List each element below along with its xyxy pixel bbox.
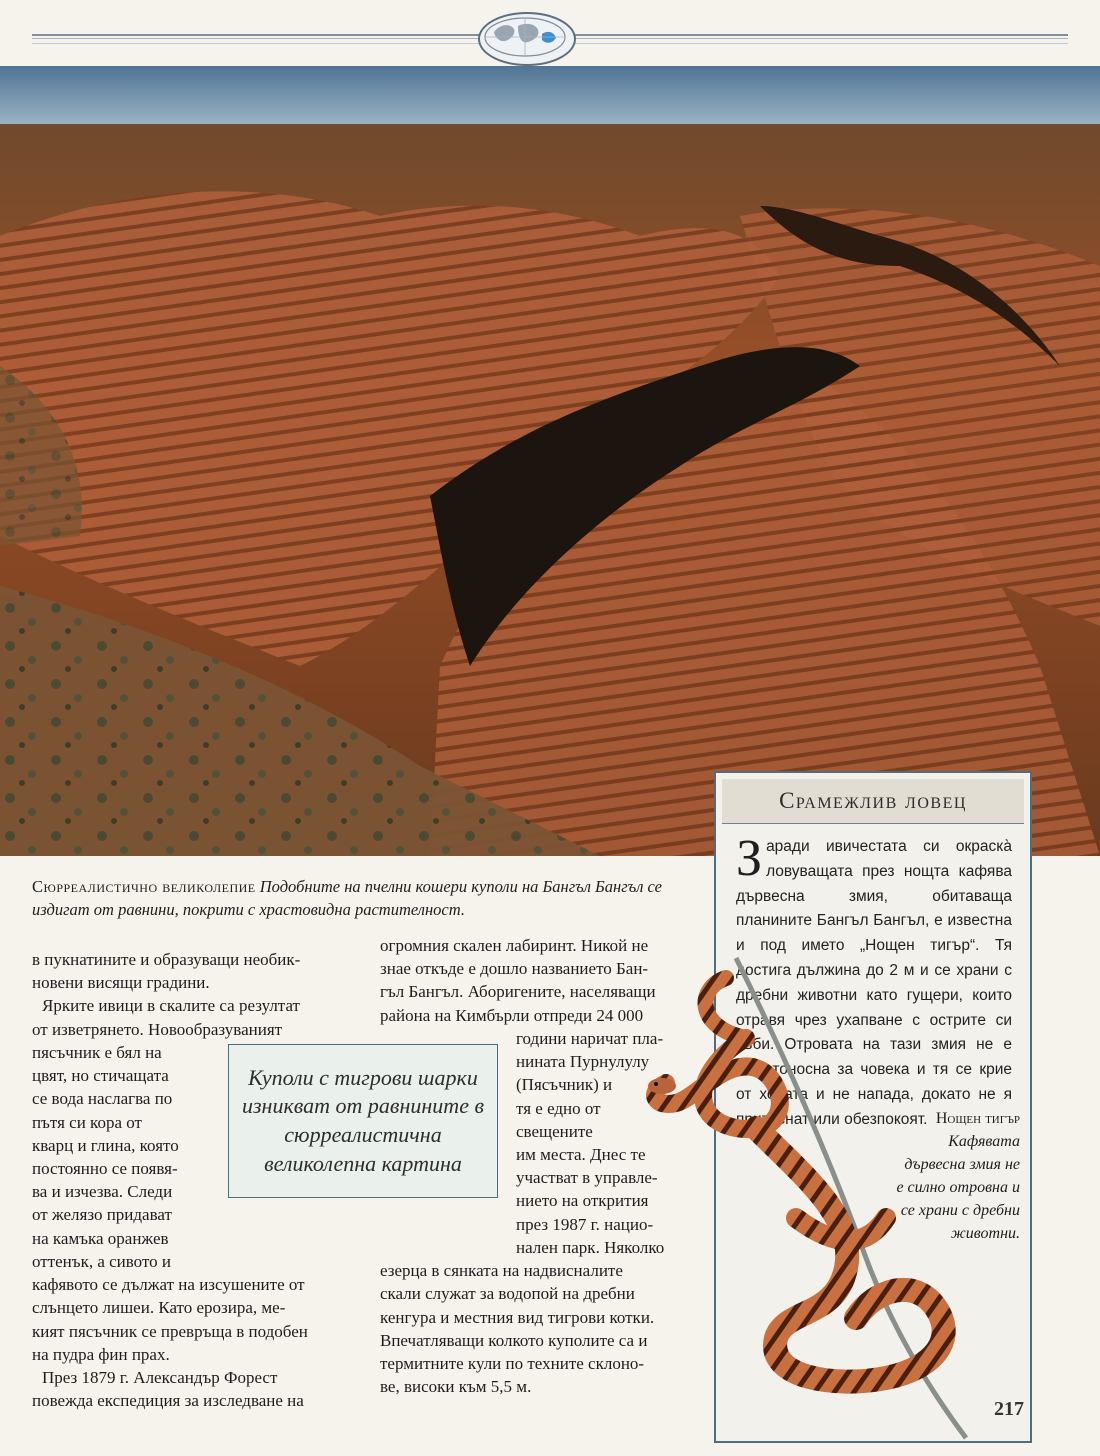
col1-line: на камъка оранжев	[32, 1228, 169, 1248]
col1-line: кият пясъчник се превръща в подобен	[32, 1321, 308, 1341]
col1-line: оттенък, а сивото и	[32, 1251, 172, 1271]
col2-line: тя е едно от	[516, 1098, 601, 1118]
sidebar-caption-lead: Нощен тигър	[935, 1110, 1020, 1127]
col2-line: кенгура и местния вид тигрови котки.	[380, 1307, 655, 1327]
globe-icon	[478, 12, 576, 66]
col2-line: години наричат пла-	[516, 1028, 664, 1048]
col1-line: слънцето лишеи. Като ерозира, ме-	[32, 1298, 286, 1318]
col2-line: през 1987 г. нацио-	[516, 1214, 654, 1234]
caption-lead: Сюрреалистично великолепие	[32, 877, 256, 896]
col1-line: на пудра фин прах.	[32, 1344, 170, 1364]
pull-quote-text: Куполи с тигрови шарки изникват от равнините в сюрреалистична великолепна картина	[241, 1064, 485, 1176]
col1-line: новени висящи градини.	[32, 973, 210, 993]
snake-illustration	[636, 918, 976, 1440]
col2-line: нината Пурнулулу	[516, 1052, 650, 1072]
col1-line: в пукнатините и образуващи необик-	[32, 950, 301, 969]
col2-line: скали служат за водопой на дребни	[380, 1284, 635, 1304]
caption-text: Подобните на пчелни кошери куполи на Бангъл Бангъл се издигат от равнини, покрити с храстовидна растителност.	[32, 877, 662, 920]
col1-line: пясъчник е бял на	[32, 1042, 162, 1062]
col1-line: се вода наслагва по	[32, 1089, 173, 1109]
col2-line: нието на открития	[516, 1191, 649, 1211]
col1-line: цвят, но стичащата	[32, 1066, 169, 1086]
col2-line: езерца в сянката на надвисналите	[380, 1261, 623, 1281]
col1-line: постоянно се появя-	[32, 1158, 178, 1178]
sidebar-title: Срамежлив ловец	[722, 779, 1024, 824]
landscape-photo	[0, 66, 1100, 856]
col2-line: нален парк. Няколко	[516, 1237, 665, 1257]
page-number: 217	[994, 1398, 1024, 1420]
col1-line: повежда експедиция за изследване на	[32, 1391, 304, 1411]
col1-line: от изветрянето. Новообразуваният	[32, 1019, 283, 1039]
col2-line: им места. Днес те	[516, 1144, 646, 1164]
col1-line: от желязо придават	[32, 1205, 172, 1225]
pull-quote	[228, 1044, 498, 1198]
col2-line: термитните кули по техните склоно-	[380, 1353, 645, 1373]
col2-line: Впечатляващи колкото куполите са и	[380, 1330, 648, 1350]
col2-line: ве, високи към 5,5 м.	[380, 1377, 532, 1397]
col2-line: района на Кимбърли отпреди 24 000	[380, 1005, 644, 1025]
drop-cap: З	[736, 830, 763, 887]
sidebar-paragraph: аради ивичестата си окраска̀ ловуващата през нощта кафява дървесна змия, обитаваща планините Бангъл Бангъл, е известна и под името „Нощен тигър“. Тя достига дължина до 2 м и се храни с дребни животни като гущери, които отравя чрез ухапване с острите си зъби. Отровата на тази змия не е смъртоносна за човека и тя се крие от хората и не напада, докато не я притиснат или обезпокоят.	[736, 838, 1012, 1128]
col1-line: През 1879 г. Александър Форест	[42, 1367, 278, 1387]
col2-line: (Пясъчник) и	[516, 1075, 613, 1095]
photo-caption	[32, 875, 712, 922]
sidebar-caption-text: Кафявата дървесна змия не е силно отровна и се храни с дребни животни.	[896, 1133, 1020, 1243]
col1-line: кафявото се дължат на изсушените от	[32, 1275, 305, 1295]
col2-line: участват в управле-	[516, 1168, 658, 1188]
col2-line: свещените	[516, 1121, 593, 1141]
col2-line: огромния скален лабиринт. Никой не	[380, 936, 649, 955]
col2-line: гъл Бангъл. Аборигените, населяващи	[380, 982, 656, 1002]
col1-line: кварц и глина, която	[32, 1135, 179, 1155]
col1-line: пътя си кора от	[32, 1112, 142, 1132]
col2-line: знае откъде е дошло названието Бан-	[380, 959, 649, 979]
col1-line: Ярките ивици в скалите са резултат	[42, 996, 300, 1016]
col1-line: ва и изчезва. Следи	[32, 1182, 173, 1202]
